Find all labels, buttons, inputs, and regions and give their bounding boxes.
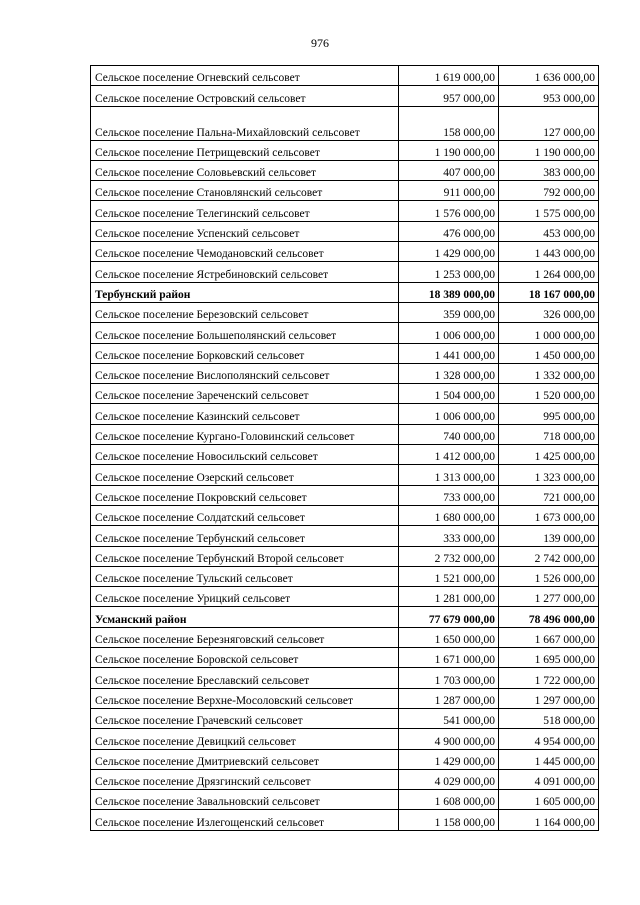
value-col1-cell: 4 900 000,00 <box>399 729 499 749</box>
value-col1-cell: 1 671 000,00 <box>399 648 499 668</box>
value-col2-cell: 1 695 000,00 <box>499 648 599 668</box>
value-col1-cell: 1 429 000,00 <box>399 242 499 262</box>
settlement-name-cell: Сельское поселение Боровской сельсовет <box>91 648 399 668</box>
value-col1-cell: 911 000,00 <box>399 181 499 201</box>
table-row <box>91 566 599 586</box>
table-row <box>91 587 599 607</box>
settlement-name-cell: Сельское поселение Борковский сельсовет <box>91 343 399 363</box>
settlement-name-cell: Сельское поселение Завальновский сельсовет <box>91 790 399 810</box>
value-col1-cell: 1 703 000,00 <box>399 668 499 688</box>
settlement-name-cell: Сельское поселение Успенский сельсовет <box>91 221 399 241</box>
value-col2-cell: 139 000,00 <box>499 526 599 546</box>
settlement-name-cell: Сельское поселение Вислополянский сельсовет <box>91 363 399 383</box>
table-row <box>91 181 599 201</box>
table-row <box>91 424 599 444</box>
table-row <box>91 66 599 86</box>
settlement-name-cell: Усманский район <box>91 607 399 627</box>
budget-table <box>90 65 599 831</box>
value-col1-cell: 740 000,00 <box>399 424 499 444</box>
value-col1-cell: 1 281 000,00 <box>399 587 499 607</box>
value-col2-cell: 2 742 000,00 <box>499 546 599 566</box>
value-col1-cell: 4 029 000,00 <box>399 769 499 789</box>
table-row <box>91 790 599 810</box>
settlement-name-cell: Сельское поселение Урицкий сельсовет <box>91 587 399 607</box>
value-col1-cell: 1 429 000,00 <box>399 749 499 769</box>
value-col1-cell: 541 000,00 <box>399 708 499 728</box>
table-row <box>91 160 599 180</box>
table-row <box>91 708 599 728</box>
table-row <box>91 769 599 789</box>
value-col1-cell: 1 608 000,00 <box>399 790 499 810</box>
settlement-name-cell: Сельское поселение Дмитриевский сельсовет <box>91 749 399 769</box>
settlement-name-cell: Сельское поселение Тербунский сельсовет <box>91 526 399 546</box>
table-row <box>91 688 599 708</box>
district-total-row <box>91 607 599 627</box>
value-col2-cell: 1 297 000,00 <box>499 688 599 708</box>
settlement-name-cell: Сельское поселение Березняговский сельсовет <box>91 627 399 647</box>
value-col1-cell: 1 006 000,00 <box>399 404 499 424</box>
value-col1-cell: 1 650 000,00 <box>399 627 499 647</box>
value-col2-cell: 518 000,00 <box>499 708 599 728</box>
value-col2-cell: 1 667 000,00 <box>499 627 599 647</box>
table-row <box>91 106 599 140</box>
table-row <box>91 363 599 383</box>
table-row <box>91 404 599 424</box>
settlement-name-cell: Сельское поселение Бреславский сельсовет <box>91 668 399 688</box>
value-col1-cell: 2 732 000,00 <box>399 546 499 566</box>
page-number: 976 <box>311 36 329 50</box>
table-row <box>91 140 599 160</box>
settlement-name-cell: Сельское поселение Озерский сельсовет <box>91 465 399 485</box>
settlement-name-cell: Тербунский район <box>91 282 399 302</box>
table-body <box>91 66 599 831</box>
value-col2-cell: 1 332 000,00 <box>499 363 599 383</box>
settlement-name-cell: Сельское поселение Солдатский сельсовет <box>91 505 399 525</box>
value-col1-cell: 158 000,00 <box>399 106 499 140</box>
settlement-name-cell: Сельское поселение Островский сельсовет <box>91 86 399 106</box>
value-col2-cell: 718 000,00 <box>499 424 599 444</box>
value-col2-cell: 1 323 000,00 <box>499 465 599 485</box>
value-col1-cell: 333 000,00 <box>399 526 499 546</box>
value-col1-cell: 1 006 000,00 <box>399 323 499 343</box>
value-col2-cell: 4 954 000,00 <box>499 729 599 749</box>
settlement-name-cell: Сельское поселение Большеполянский сельсовет <box>91 323 399 343</box>
table-row <box>91 648 599 668</box>
value-col2-cell: 1 673 000,00 <box>499 505 599 525</box>
table-row <box>91 465 599 485</box>
settlement-name-cell: Сельское поселение Березовский сельсовет <box>91 302 399 322</box>
settlement-name-cell: Сельское поселение Ястребиновский сельсовет <box>91 262 399 282</box>
settlement-name-cell: Сельское поселение Казинский сельсовет <box>91 404 399 424</box>
table-row <box>91 262 599 282</box>
value-col2-cell: 1 605 000,00 <box>499 790 599 810</box>
value-col1-cell: 957 000,00 <box>399 86 499 106</box>
value-col2-cell: 1 425 000,00 <box>499 445 599 465</box>
value-col1-cell: 1 680 000,00 <box>399 505 499 525</box>
value-col2-cell: 1 526 000,00 <box>499 566 599 586</box>
value-col2-cell: 1 264 000,00 <box>499 262 599 282</box>
table-row <box>91 201 599 221</box>
value-col2-cell: 453 000,00 <box>499 221 599 241</box>
table-row <box>91 810 599 830</box>
value-col2-cell: 18 167 000,00 <box>499 282 599 302</box>
value-col2-cell: 953 000,00 <box>499 86 599 106</box>
value-col2-cell: 1 445 000,00 <box>499 749 599 769</box>
value-col1-cell: 1 576 000,00 <box>399 201 499 221</box>
value-col2-cell: 721 000,00 <box>499 485 599 505</box>
settlement-name-cell: Сельское поселение Тульский сельсовет <box>91 566 399 586</box>
value-col1-cell: 1 441 000,00 <box>399 343 499 363</box>
settlement-name-cell: Сельское поселение Верхне-Мосоловский сельсовет <box>91 688 399 708</box>
value-col1-cell: 1 190 000,00 <box>399 140 499 160</box>
value-col1-cell: 1 521 000,00 <box>399 566 499 586</box>
table-row <box>91 485 599 505</box>
value-col2-cell: 1 164 000,00 <box>499 810 599 830</box>
value-col2-cell: 1 277 000,00 <box>499 587 599 607</box>
value-col2-cell: 1 636 000,00 <box>499 66 599 86</box>
table-row <box>91 242 599 262</box>
value-col1-cell: 407 000,00 <box>399 160 499 180</box>
settlement-name-cell: Сельское поселение Зареченский сельсовет <box>91 384 399 404</box>
settlement-name-cell: Сельское поселение Девицкий сельсовет <box>91 729 399 749</box>
value-col2-cell: 1 000 000,00 <box>499 323 599 343</box>
table-row <box>91 627 599 647</box>
value-col1-cell: 733 000,00 <box>399 485 499 505</box>
value-col1-cell: 1 158 000,00 <box>399 810 499 830</box>
value-col2-cell: 1 190 000,00 <box>499 140 599 160</box>
value-col1-cell: 359 000,00 <box>399 302 499 322</box>
settlement-name-cell: Сельское поселение Кургано-Головинский сельсовет <box>91 424 399 444</box>
value-col1-cell: 77 679 000,00 <box>399 607 499 627</box>
value-col1-cell: 1 253 000,00 <box>399 262 499 282</box>
table-row <box>91 505 599 525</box>
value-col2-cell: 792 000,00 <box>499 181 599 201</box>
table-row <box>91 86 599 106</box>
table-row <box>91 445 599 465</box>
settlement-name-cell: Сельское поселение Огневский сельсовет <box>91 66 399 86</box>
table-row <box>91 668 599 688</box>
table-row <box>91 384 599 404</box>
settlement-name-cell: Сельское поселение Чемодановский сельсовет <box>91 242 399 262</box>
value-col2-cell: 1 722 000,00 <box>499 668 599 688</box>
settlement-name-cell: Сельское поселение Становлянский сельсовет <box>91 181 399 201</box>
table-row <box>91 323 599 343</box>
value-col1-cell: 1 504 000,00 <box>399 384 499 404</box>
value-col1-cell: 1 619 000,00 <box>399 66 499 86</box>
value-col2-cell: 127 000,00 <box>499 106 599 140</box>
table-row <box>91 749 599 769</box>
value-col2-cell: 1 575 000,00 <box>499 201 599 221</box>
value-col1-cell: 476 000,00 <box>399 221 499 241</box>
value-col2-cell: 1 443 000,00 <box>499 242 599 262</box>
settlement-name-cell: Сельское поселение Пальна-Михайловский сельсовет <box>91 106 399 140</box>
settlement-name-cell: Сельское поселение Петрищевский сельсовет <box>91 140 399 160</box>
value-col1-cell: 1 313 000,00 <box>399 465 499 485</box>
settlement-name-cell: Сельское поселение Тербунский Второй сельсовет <box>91 546 399 566</box>
value-col2-cell: 1 450 000,00 <box>499 343 599 363</box>
value-col2-cell: 1 520 000,00 <box>499 384 599 404</box>
value-col1-cell: 1 328 000,00 <box>399 363 499 383</box>
settlement-name-cell: Сельское поселение Дрязгинский сельсовет <box>91 769 399 789</box>
value-col1-cell: 1 287 000,00 <box>399 688 499 708</box>
table-row <box>91 546 599 566</box>
table-row <box>91 221 599 241</box>
settlement-name-cell: Сельское поселение Телегинский сельсовет <box>91 201 399 221</box>
value-col2-cell: 4 091 000,00 <box>499 769 599 789</box>
settlement-name-cell: Сельское поселение Новосильский сельсовет <box>91 445 399 465</box>
table-row <box>91 302 599 322</box>
settlement-name-cell: Сельское поселение Соловьевский сельсовет <box>91 160 399 180</box>
value-col1-cell: 18 389 000,00 <box>399 282 499 302</box>
table-row <box>91 343 599 363</box>
district-total-row <box>91 282 599 302</box>
settlement-name-cell: Сельское поселение Грачевский сельсовет <box>91 708 399 728</box>
table-row <box>91 526 599 546</box>
value-col2-cell: 995 000,00 <box>499 404 599 424</box>
settlement-name-cell: Сельское поселение Покровский сельсовет <box>91 485 399 505</box>
value-col1-cell: 1 412 000,00 <box>399 445 499 465</box>
value-col2-cell: 78 496 000,00 <box>499 607 599 627</box>
value-col2-cell: 326 000,00 <box>499 302 599 322</box>
table-row <box>91 729 599 749</box>
value-col2-cell: 383 000,00 <box>499 160 599 180</box>
settlement-name-cell: Сельское поселение Излегощенский сельсовет <box>91 810 399 830</box>
